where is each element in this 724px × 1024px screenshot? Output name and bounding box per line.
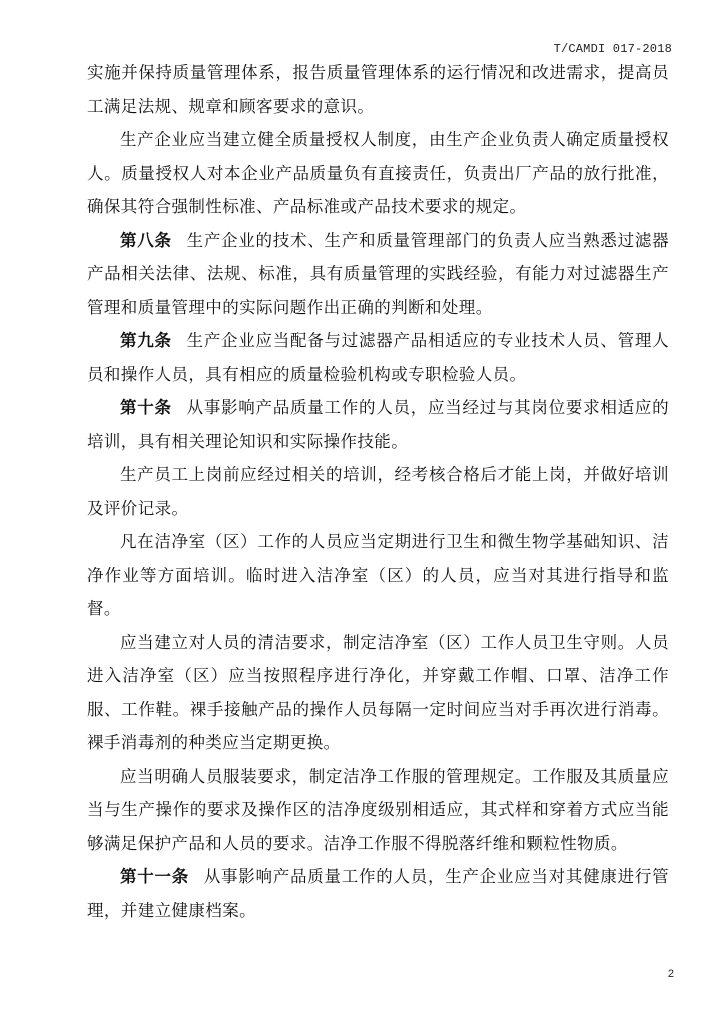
paragraph-text: 从事影响产品质量工作的人员，生产企业应当对其健康进行管理，并建立健康档案。 xyxy=(87,867,669,920)
article-number: 第十一条 xyxy=(120,867,189,886)
article-10 xyxy=(87,391,669,458)
paragraph-training xyxy=(87,458,669,525)
article-number: 第九条 xyxy=(120,331,172,350)
paragraph-text: 生产员工上岗前应经过相关的培训，经考核合格后才能上岗，并做好培训及评价记录。 xyxy=(87,465,669,518)
paragraph-text: 凡在洁净室（区）工作的人员应当定期进行卫生和微生物学基础知识、洁净作业等方面培训。临时进入洁净室（区）的人员，应当对其进行指导和监督。 xyxy=(87,532,669,618)
paragraph-text: 应当明确人员服装要求，制定洁净工作服的管理规定。工作服及其质量应当与生产操作的要求及操作区的洁净度级别相适应，其式样和穿着方式应当能够满足保护产品和人员的要求。洁净工作服不得脱落纤维和颗粒性物质。 xyxy=(87,766,669,853)
paragraph-text: 从事影响产品质量工作的人员，应当经过与其岗位要求相适应的培训，具有相关理论知识和实际操作技能。 xyxy=(87,398,670,451)
paragraph-cleanroom-training xyxy=(87,525,669,626)
paragraph-clothing-requirements xyxy=(87,760,669,861)
document-body xyxy=(87,56,669,927)
paragraph-text: 生产企业应当建立健全质量授权人制度，由生产企业负责人确定质量授权人。质量授权人对本企业产品质量负有直接责任，负责出厂产品的放行批准，确保其符合强制性标准、产品标准或产品技术要求的规定。 xyxy=(87,130,669,216)
paragraph-quality-authorization xyxy=(87,123,669,224)
paragraph-text: 生产企业应当配备与过滤器产品相适应的专业技术人员、管理人员和操作人员，具有相应的质量检验机构或专职检验人员。 xyxy=(87,331,670,384)
article-number: 第八条 xyxy=(120,230,172,250)
paragraph-text: 实施并保持质量管理体系，报告质量管理体系的运行情况和改进需求，提高员工满足法规、规章和顾客要求的意识。 xyxy=(87,63,669,116)
article-11 xyxy=(87,860,669,927)
paragraph-text: 应当建立对人员的清洁要求，制定洁净室（区）工作人员卫生守则。人员进入洁净室（区）应当按照程序进行净化，并穿戴工作帽、口罩、洁净工作服、工作鞋。裸手接触产品的操作人员每隔一定时间应当对手再次进行消毒。裸手消毒剂的种类应当定期更换。 xyxy=(87,632,669,752)
article-9 xyxy=(87,324,669,391)
page-number: 2 xyxy=(667,968,674,980)
article-number: 第十条 xyxy=(120,398,172,417)
paragraph-text: 生产企业的技术、生产和质量管理部门的负责人应当熟悉过滤器产品相关法律、法规、标准，具有质量管理的实践经验，有能力对过滤器生产管理和质量管理中的实际问题作出正确的判断和处理。 xyxy=(87,230,670,317)
article-8 xyxy=(87,224,669,325)
paragraph-continuation xyxy=(87,56,669,123)
paragraph-cleaning-requirements xyxy=(87,626,669,760)
document-code: T/CAMDI 017-2018 xyxy=(553,42,672,56)
